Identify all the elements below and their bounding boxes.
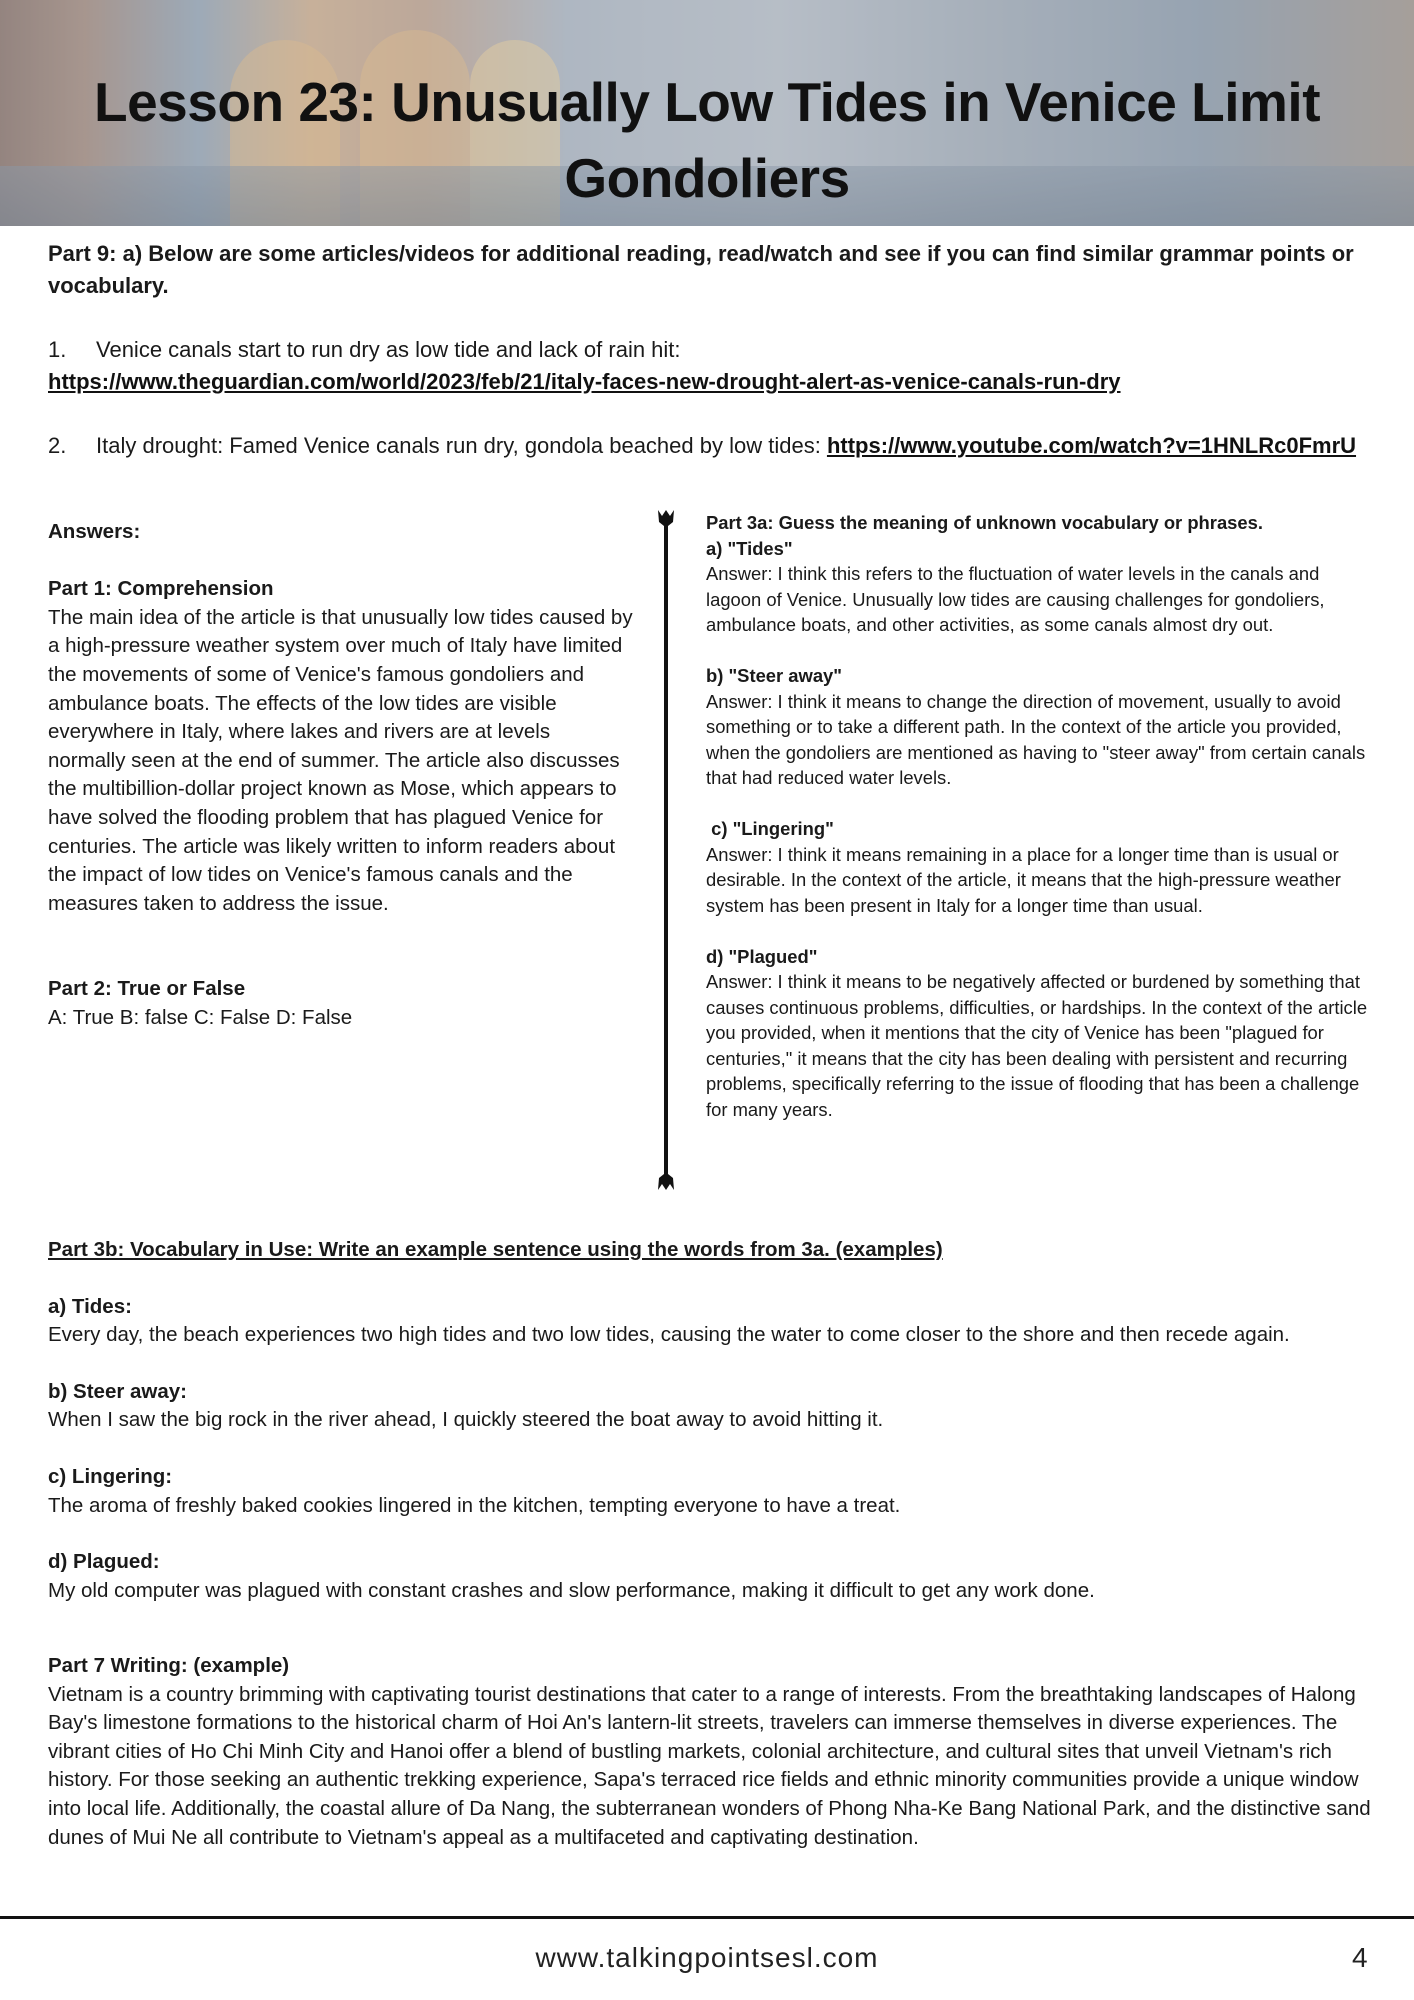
page-title: Lesson 23: Unusually Low Tides in Venice Limit Gondoliers: [93, 71, 1321, 209]
vocab-label: d) "Plagued": [706, 945, 818, 967]
part9-heading: Part 9: a) Below are some articles/videos for additional reading, read/watch and see if you can find similar grammar points or vocabulary.: [48, 241, 1354, 298]
footer-divider: [0, 1916, 1414, 1919]
example-label: c) Lingering:: [48, 1464, 173, 1488]
part7-section: [48, 1652, 1388, 1852]
vocab-answer: Answer: I think it means remaining in a place for a longer time than is usual or desirable. In the context of the article, it means that the high-pressure weather system has been present in Italy for a longer time than usual.: [706, 843, 1341, 916]
youtube-video-link[interactable]: https://www.youtube.com/watch?v=1HNLRc0FmrU: [826, 433, 1357, 458]
reading-item-2: [48, 430, 1388, 462]
page-number: 4: [1352, 1942, 1368, 1973]
item-text: Italy drought: Famed Venice canals run dry, gondola beached by low tides:: [96, 433, 821, 458]
part2-text: A: True B: false C: False D: False: [48, 1005, 353, 1029]
answers-heading: Answers:: [48, 520, 141, 543]
part3a-heading: Part 3a: Guess the meaning of unknown vocabulary or phrases.: [706, 512, 1263, 533]
example-sentence: The aroma of freshly baked cookies lingered in the kitchen, tempting everyone to have a treat.: [48, 1493, 901, 1517]
vocab-answer-b: [706, 663, 1376, 791]
vocab-answer: Answer: I think it means to be negatively affected or burdened by something that causes continuous problems, difficulties, or hardships. In the context of the article you provided, when it mentions that the city of Venice has been "plagued for centuries," it means that the city has been dealing with persistent and recurring problems, specifically referring to the issue of flooding that has been a challenge for many years.: [706, 971, 1368, 1120]
vocab-answer-a: [706, 536, 1376, 638]
answers-column: [48, 518, 633, 1033]
example-label: d) Plagued:: [48, 1550, 160, 1574]
footer-website: www.talkingpointsesl.com: [535, 1942, 879, 1973]
part7-heading: Part 7 Writing: (example): [48, 1654, 290, 1677]
vocab-answer: Answer: I think it means to change the direction of movement, usually to avoid something or to take a different path. In the context of the article you provided, when the gondoliers are mentioned as having to "steer away" from certain canals that had reduced water levels.: [706, 690, 1366, 788]
item-number: 2.: [48, 433, 67, 458]
part1-heading: Part 1: Comprehension: [48, 577, 274, 601]
example-label: a) Tides:: [48, 1294, 132, 1318]
vocab-label: c) "Lingering": [706, 818, 834, 839]
part1-text: The main idea of the article is that unusually low tides caused by a high-pressure weather system over much of Italy have limited the movements of some of Venice's famous gondoliers and ambulance boats. The effects of the low tides are visible everywhere in Italy, where lakes and rivers are at levels normally seen at the end of summer. The article also discusses the multibillion-dollar project known as Mose, which appears to have solved the flooding problem that has plagued Venice for centuries. The article was likely written to inform readers about the impact of low tides on Venice's famous canals and the measures taken to address the issue.: [48, 605, 633, 915]
column-divider: [654, 510, 678, 1190]
item-number: 1.: [48, 337, 67, 362]
part3a-column: [706, 510, 1376, 1148]
vocab-label: a) "Tides": [706, 537, 793, 559]
part2-heading: Part 2: True or False: [48, 977, 246, 1001]
example-sentence: My old computer was plagued with constant crashes and slow performance, making it difficult to get any work done.: [48, 1578, 1095, 1602]
part3b-section: [48, 1236, 1388, 1605]
example-sentence: When I saw the big rock in the river ahead, I quickly steered the boat away to avoid hitting it.: [48, 1408, 884, 1432]
example-label: b) Steer away:: [48, 1379, 187, 1403]
vocab-answer-c: [706, 816, 1376, 918]
reading-item-1: [48, 334, 1388, 398]
vocab-answer: Answer: I think this refers to the fluctuation of water levels in the canals and lagoon of Venice. Unusually low tides are causing challenges for gondoliers, ambulance boats, and other activities, as some canals almost dry out.: [706, 563, 1325, 635]
vocab-answer-d: [706, 944, 1376, 1123]
part3b-heading: Part 3b: Vocabulary in Use: Write an example sentence using the words from 3a. (examples): [48, 1238, 943, 1261]
item-text: Venice canals start to run dry as low tide and lack of rain hit:: [96, 337, 681, 362]
part7-text: Vietnam is a country brimming with captivating tourist destinations that cater to a range of interests. From the breathtaking landscapes of Halong Bay's limestone formations to the historical charm of Hoi An's lantern-lit streets, travelers can immerse themselves in diverse experiences. The vibrant cities of Ho Chi Minh City and Hanoi offer a blend of bustling markets, colonial architecture, and cultural sites that unveil Vietnam's rich history. For those seeking an authentic trekking experience, Sapa's terraced rice fields and ethnic minority communities provide a unique window into local life. Additionally, the coastal allure of Da Nang, the subterranean wonders of Phong Nha-Ke Bang National Park, and the distinctive sand dunes of Mui Ne all contribute to Vietnam's appeal as a multifaceted and captivating destination.: [48, 1682, 1371, 1849]
vocab-label: b) "Steer away": [706, 665, 843, 686]
example-sentence: Every day, the beach experiences two high tides and two low tides, causing the water to come closer to the shore and then recede again.: [48, 1323, 1290, 1347]
guardian-article-link[interactable]: https://www.theguardian.com/world/2023/feb/21/italy-faces-new-drought-alert-as-venice-canals-run-dry: [48, 369, 1121, 394]
